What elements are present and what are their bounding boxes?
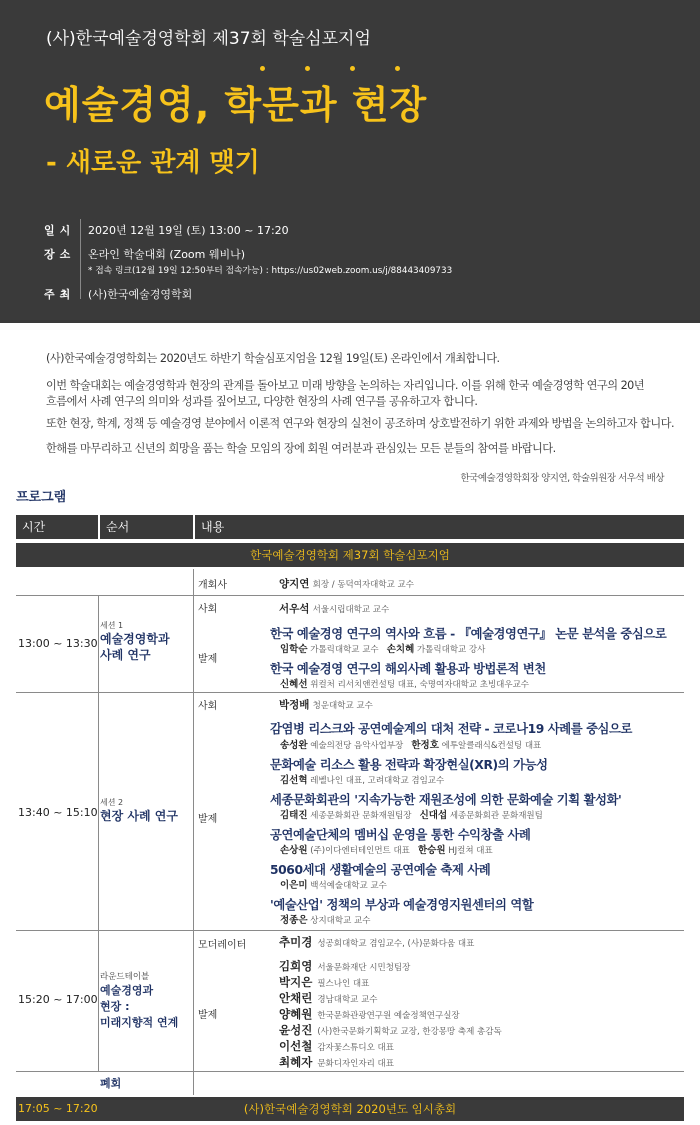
talk-speakers — [280, 807, 543, 821]
date-value: 2020년 12월 19일 (토) 13:00 ~ 17:20 — [88, 224, 289, 237]
session2-label: 세션 2 — [100, 798, 124, 807]
col-header-order: 순서 — [100, 515, 193, 539]
opening-speaker — [279, 576, 414, 591]
speaker-affiliation: 경남대학교 교수 — [317, 995, 378, 1005]
intro-paragraph: 흐름에서 사례 연구의 의미와 성과를 짚어보고, 다양한 현장의 사례 연구를 공유하고자 합니다. — [46, 395, 478, 408]
talk-title: 한국 예술경영 연구의 역사와 흐름 - 『예술경영연구』 논문 분석을 중심으로 — [270, 627, 667, 641]
speaker-affiliation: 서울시립대학교 교수 — [312, 605, 390, 615]
panelist — [279, 958, 410, 974]
info-divider — [80, 219, 81, 299]
speaker-affiliation: 서울문화재단 시민청팀장 — [317, 963, 411, 973]
speaker-name: 김선혁 — [280, 775, 308, 786]
intro-paragraph: 한해를 마무리하고 신년의 희망을 품는 학술 모임의 장에 회원 여러분과 관심있는 모든 분들의 참여를 바랍니다. — [46, 442, 556, 455]
col-header-content: 내용 — [195, 515, 684, 539]
row-divider — [16, 692, 684, 693]
emphasis-dot — [350, 66, 355, 71]
zoom-link[interactable]: * 접속 링크(12월 19일 12:50부터 접속가능) : https://us02web.zoom.us/j/88443409733 — [88, 266, 453, 276]
column-divider — [98, 595, 99, 1071]
speaker-affiliation: 상지대학교 교수 — [310, 916, 371, 926]
speaker-name: 이선철 — [279, 1039, 313, 1053]
session1-chair — [279, 601, 389, 616]
speaker-name: 추미경 — [279, 935, 313, 949]
speaker-name: 박정배 — [279, 699, 310, 711]
session3-title: 미래지향적 연계 — [100, 1016, 179, 1029]
session3-pres-role: 발제 — [198, 1010, 218, 1021]
talk-title: '예술산업' 정책의 부상과 예술경영지원센터의 역할 — [270, 898, 534, 912]
speaker-affiliation: 청운대학교 교수 — [312, 701, 373, 711]
date-label: 일시 — [44, 224, 76, 237]
speaker-affiliation: HJ컬쳐 대표 — [448, 846, 493, 856]
speaker-affiliation: 가톨릭대학교 강사 — [416, 645, 486, 655]
session3-title: 현장 : — [100, 1000, 130, 1013]
speaker-name: 한정호 — [411, 740, 439, 751]
panelist — [279, 974, 369, 990]
speaker-name: 정종은 — [280, 915, 308, 926]
talk-speakers — [280, 912, 370, 926]
opening-role: 개회사 — [198, 580, 227, 591]
talk-speakers — [280, 641, 485, 655]
final-time: 17:05 ~ 17:20 — [18, 1102, 98, 1115]
speaker-name: 이은미 — [280, 880, 308, 891]
speaker-affiliation: (사)한국문화기획학교 교장, 한강몽땅 축제 총감독 — [317, 1027, 502, 1037]
talk-title: 감염병 리스크와 공연예술계의 대처 전략 - 코로나19 사례를 중심으로 — [270, 722, 632, 736]
symposium-subtitle: (사)한국예술경영학회 제37회 학술심포지엄 — [46, 29, 371, 49]
talk-title: 한국 예술경영 연구의 해외사례 활용과 방법론적 변천 — [270, 662, 546, 676]
talk-title: 5060세대 생활예술의 공연예술 축제 사례 — [270, 863, 491, 877]
speaker-affiliation: 필스나인 대표 — [317, 979, 370, 989]
panelist — [279, 1006, 460, 1022]
speaker-name: 신대섭 — [419, 810, 448, 821]
speaker-name: 서우석 — [279, 603, 310, 615]
session1-title: 예술경영학과 — [100, 632, 170, 646]
symposium-bar: 한국예술경영학회 제37회 학술심포지엄 — [16, 543, 684, 567]
signature: 한국예술경영학회장 양지연, 학술위원장 서우석 배상 — [460, 473, 664, 484]
speaker-name: 윤성진 — [279, 1023, 313, 1037]
session2-chair-role: 사회 — [198, 701, 218, 712]
place-label: 장소 — [44, 248, 76, 261]
session1-label: 세션 1 — [100, 621, 124, 630]
talk-speakers — [280, 772, 444, 786]
panelist — [279, 1054, 394, 1070]
session2-chair — [279, 697, 373, 712]
speaker-affiliation: 세종문화회관 문화재원팀 — [449, 811, 543, 821]
speaker-affiliation: 성공회대학교 겸임교수, (사)문화다움 대표 — [317, 939, 475, 949]
speaker-name: 김태진 — [280, 810, 308, 821]
session1-title: 사례 연구 — [100, 648, 151, 662]
session2-pres-role: 발제 — [198, 814, 218, 825]
row-divider — [16, 595, 684, 596]
speaker-affiliation: 회장 / 동덕여자대학교 교수 — [312, 580, 414, 590]
talk-speakers — [280, 737, 541, 751]
talk-speakers — [280, 842, 493, 856]
speaker-name: 손상원 — [280, 845, 308, 856]
main-title: 예술경영, 학문과 현장 — [44, 83, 428, 127]
speaker-affiliation: 백석예술대학교 교수 — [310, 881, 387, 891]
header-banner — [0, 0, 700, 323]
program-title: 프로그램 — [16, 490, 67, 505]
closing-label: 폐회 — [100, 1077, 122, 1090]
session3-mod-role: 모더레이터 — [198, 940, 247, 951]
speaker-name: 신혜선 — [280, 679, 308, 690]
final-title: (사)한국예술경영학회 2020년도 임시총회 — [243, 1102, 457, 1116]
speaker-name: 손치혜 — [386, 644, 415, 655]
talk-title: 문화예술 리소스 활용 전략과 확장현실(XR)의 가능성 — [270, 758, 548, 772]
speaker-affiliation: 예술의전당 음악사업부장 — [310, 741, 404, 751]
intro-paragraph: (사)한국예술경영학회는 2020년도 하반기 학술심포지엄을 12월 19일(토) 온라인에서 개최합니다. — [46, 352, 500, 365]
session1-time: 13:00 ~ 13:30 — [18, 637, 98, 650]
panelist — [279, 990, 378, 1006]
speaker-affiliation: 문화디자인자리 대표 — [317, 1059, 394, 1069]
session3-title: 예술경영과 — [100, 984, 154, 997]
intro-paragraph: 또한 현장, 학계, 정책 등 예술경영 분야에서 이론적 연구와 현장의 실천이 공조하며 상호발전하기 위한 과제와 방법을 논의하고자 합니다. — [46, 417, 675, 430]
row-divider — [16, 1071, 684, 1072]
session3-moderator — [279, 934, 474, 950]
session3-label: 라운드테이블 — [100, 972, 150, 982]
column-divider — [193, 569, 194, 1095]
speaker-name: 김희영 — [279, 959, 313, 973]
intro-paragraph: 이번 학술대회는 예술경영학과 현장의 관계를 돌아보고 미래 방향을 논의하는 자리입니다. 이를 위해 한국 예술경영학 연구의 20년 — [46, 379, 645, 392]
speaker-name: 안채린 — [279, 991, 313, 1005]
session2-time: 13:40 ~ 15:10 — [18, 806, 98, 819]
session1-pres-role: 발제 — [198, 654, 218, 665]
speaker-affiliation: 한국문화관광연구원 예술정책연구실장 — [317, 1011, 460, 1021]
main-subtitle: - 새로운 관계 맺기 — [46, 148, 260, 178]
speaker-name: 한승원 — [418, 845, 446, 856]
talk-speakers — [280, 877, 387, 891]
emphasis-dot — [305, 66, 310, 71]
host-label: 주최 — [44, 288, 76, 301]
panelist — [279, 1022, 502, 1038]
session3-time: 15:20 ~ 17:00 — [18, 993, 98, 1006]
emphasis-dot — [260, 66, 265, 71]
place-value: 온라인 학술대회 (Zoom 웨비나) — [88, 248, 246, 261]
speaker-name: 양지연 — [279, 578, 310, 590]
speaker-affiliation: 위컬처 리서치앤컨설팅 대표, 숙명여자대학교 초빙대우교수 — [310, 680, 530, 690]
speaker-name: 박지은 — [279, 975, 313, 989]
speaker-name: 임학순 — [280, 644, 308, 655]
speaker-name: 양혜원 — [279, 1007, 313, 1021]
speaker-name: 송성완 — [280, 740, 308, 751]
host-value: (사)한국예술경영학회 — [88, 288, 193, 301]
talk-speakers — [280, 676, 529, 690]
panelist — [279, 1038, 394, 1054]
speaker-affiliation: 레벨나인 대표, 고려대학교 겸임교수 — [310, 776, 445, 786]
speaker-affiliation: 에투알클래식&컨설팅 대표 — [441, 741, 542, 751]
session2-title: 현장 사례 연구 — [100, 809, 178, 823]
emphasis-dot — [395, 66, 400, 71]
speaker-affiliation: (주)이다엔터테인먼트 대표 — [310, 846, 410, 856]
col-header-time: 시간 — [16, 515, 98, 539]
session1-chair-role: 사회 — [198, 604, 218, 615]
speaker-affiliation: 세종문화회관 문화재원팀장 — [310, 811, 412, 821]
row-divider — [16, 930, 684, 931]
final-bar — [16, 1097, 684, 1121]
talk-title: 공연예술단체의 멤버십 운영을 통한 수익창출 사례 — [270, 828, 531, 842]
speaker-affiliation: 가톨릭대학교 교수 — [310, 645, 379, 655]
speaker-name: 최혜자 — [279, 1055, 313, 1069]
talk-title: 세종문화회관의 '지속가능한 재원조성에 의한 문화예술 기획 활성화' — [270, 793, 622, 807]
speaker-affiliation: 감자꽃스튜디오 대표 — [317, 1043, 394, 1053]
